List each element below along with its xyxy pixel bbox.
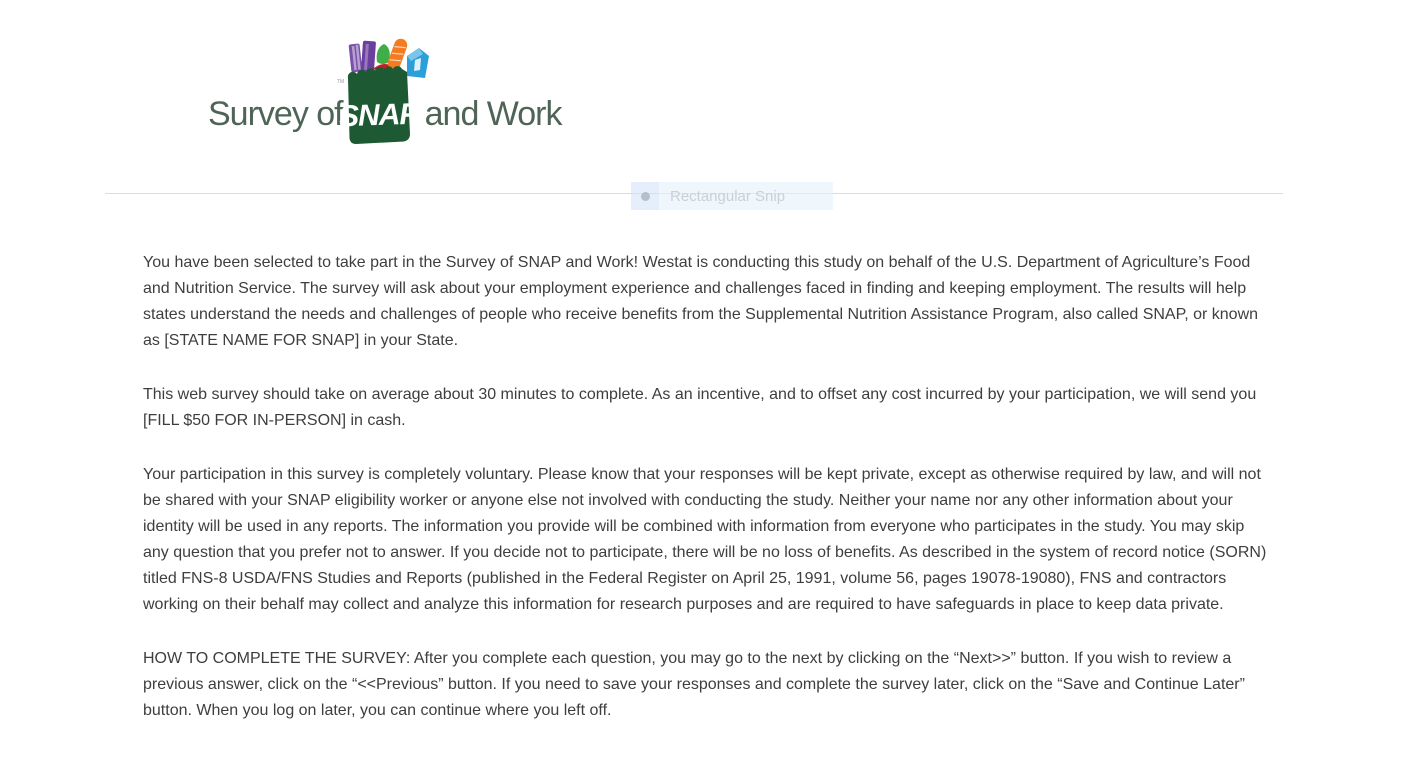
grocery-bag-logo-icon [337,36,437,150]
intro-paragraph-instructions: HOW TO COMPLETE THE SURVEY: After you complete each question, you may go to the next by clicking on the “Next>>” button. If you wish to review a previous answer, click on the “<<Previous” button. If you need to save your responses and complete the survey later, click on the “Save and Continue Later” button. When you log on later, you can continue where you left off. [143,650,1245,719]
logo-suffix-label: and Work [424,95,562,133]
rectangular-snip-button[interactable] [631,182,833,210]
trademark-label: TM [336,79,344,85]
intro-paragraph-incentive: This web survey should take on average about 30 minutes to complete. As an incentive, and to offset any cost incurred by your participation, we will send you [FILL $50 FOR IN-PERSON] in cash. [143,386,1257,429]
logo-prefix-label: Survey of [208,95,343,133]
survey-intro-content [143,250,1273,724]
snip-mode-label: Rectangular Snip [670,187,786,205]
snap-survey-logo [208,36,562,150]
intro-paragraph-privacy: Your participation in this survey is completely voluntary. Please know that your responses will be kept private, except as otherwise required by law, and will not be shared with your SNAP eligibility worker or anyone else not involved with conducting the study. Neither your name nor any other information about your identity will be used in any reports. The information you provide will be combined with information from everyone who participates in the study. You may skip any question that you prefer not to answer. If you decide not to participate, there will be no loss of benefits. As described in the system of record notice (SORN) titled FNS-8 USDA/FNS Studies and Reports (published in the Federal Register on April 25, 1991, volume 56, pages 19078-19080), FNS and contractors working on their behalf may collect and analyze this information for research purposes and are required to have safeguards in place to keep data private. [143,466,1267,613]
intro-paragraph-selection: You have been selected to take part in the Survey of SNAP and Work! Westat is conducting this study on behalf of the U.S. Department of Agriculture’s Food and Nutrition Service. The survey will ask about your employment experience and challenges faced in finding and keeping employment. The results will help states understand the needs and challenges of people who receive benefits from the Supplemental Nutrition Assistance Program, also called SNAP, or known as [STATE NAME FOR SNAP] in your State. [143,254,1259,349]
snap-wordmark: SNAP [338,97,419,134]
snip-mode-icon [631,182,659,210]
snip-dot-icon [641,192,650,201]
